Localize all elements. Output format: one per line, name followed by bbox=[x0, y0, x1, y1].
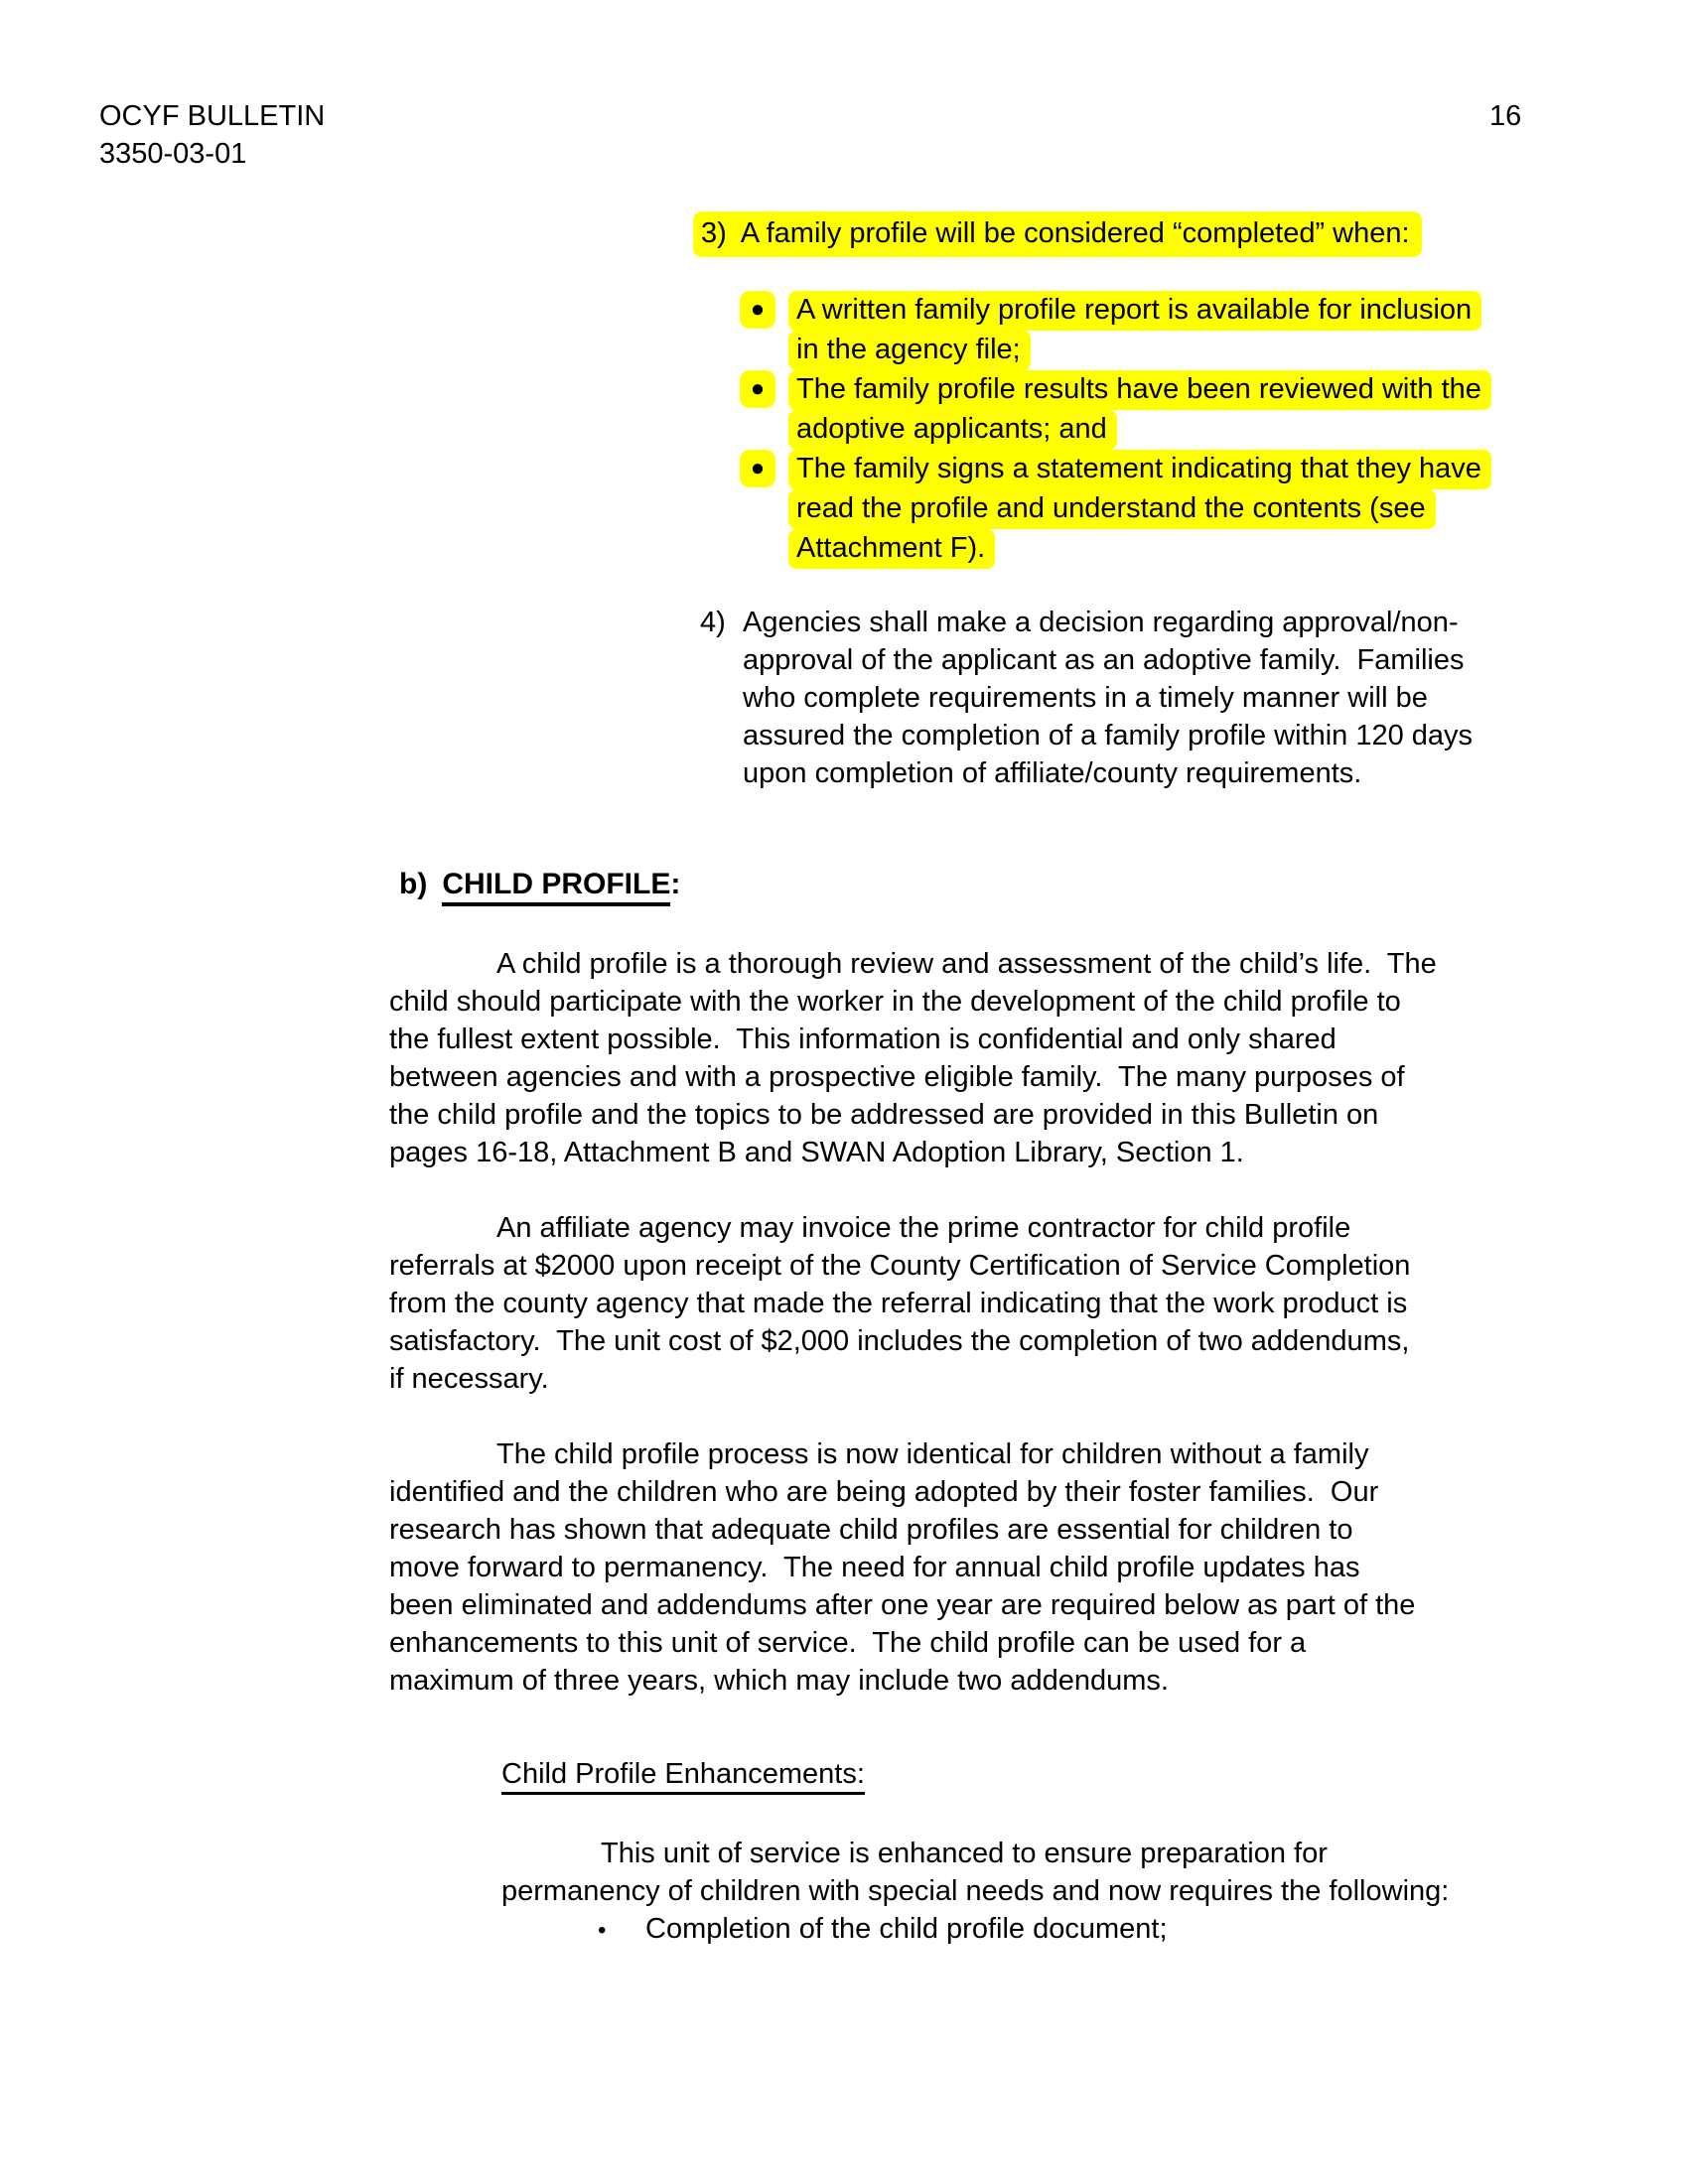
paragraph-line: enhancements to this unit of service. The child profile can be used for a bbox=[389, 1627, 1307, 1659]
bullet-line: The family profile results have been reviewed with the bbox=[788, 370, 1491, 410]
paragraph-line: permanency of children with special needs and now requires the following: bbox=[501, 1875, 1450, 1907]
paragraph-line: identified and the children who are being adopted by their foster families. Our bbox=[389, 1476, 1379, 1508]
list-item-4 bbox=[743, 604, 1473, 792]
paragraph-line: between agencies and with a prospective eligible family. The many purposes of bbox=[389, 1061, 1405, 1093]
paragraph-line: A child profile is a thorough review and assessment of the child’s life. The bbox=[496, 948, 1437, 980]
enhancements-paragraph bbox=[501, 1835, 1449, 1910]
bullet-line: adoptive applicants; and bbox=[788, 410, 1117, 450]
paragraph-line: satisfactory. The unit cost of $2,000 includes the completion of two addendums, bbox=[389, 1325, 1410, 1357]
paragraph-child-profile-intro bbox=[389, 945, 1437, 1171]
bullet-line: in the agency file; bbox=[788, 331, 1031, 370]
paragraph-process bbox=[389, 1435, 1415, 1700]
paragraph-line: research has shown that adequate child profiles are essential for children to bbox=[389, 1514, 1353, 1546]
bullet-line: Attachment F). bbox=[788, 529, 995, 569]
item-4-line: upon completion of affiliate/county requirements. bbox=[743, 757, 1362, 789]
paragraph-line: The child profile process is now identical for children without a family bbox=[496, 1438, 1369, 1470]
bulletin-number: 3350-03-01 bbox=[99, 138, 247, 170]
paragraph-line: the fullest extent possible. This information is confidential and only shared bbox=[389, 1024, 1336, 1055]
bullet-icon: • bbox=[598, 1917, 607, 1944]
item-3-text: A family profile will be considered “completed” when: bbox=[740, 217, 1410, 249]
enhancements-heading: Child Profile Enhancements: bbox=[501, 1755, 865, 1793]
bullet-icon: ● bbox=[740, 450, 775, 487]
bullet-line: The family signs a statement indicating that they have bbox=[788, 450, 1491, 489]
page-number: 16 bbox=[1489, 100, 1522, 132]
paragraph-line: from the county agency that made the referral indicating that the work product is bbox=[389, 1288, 1408, 1319]
item-4-line: who complete requirements in a timely manner will be bbox=[743, 682, 1428, 714]
section-b-heading bbox=[399, 866, 680, 903]
paragraph-line: pages 16-18, Attachment B and SWAN Adoption Library, Section 1. bbox=[389, 1137, 1244, 1168]
paragraph-line: been eliminated and addendums after one year are required below as part of the bbox=[389, 1589, 1416, 1621]
item-3-marker: 3) bbox=[701, 217, 727, 249]
bullet-icon: ● bbox=[740, 291, 775, 329]
paragraph-line: move forward to permanency. The need for annual child profile updates has bbox=[389, 1552, 1360, 1583]
paragraph-line: the child profile and the topics to be addressed are provided in this Bulletin on bbox=[389, 1099, 1379, 1131]
bullet-text: Completion of the child profile document; bbox=[645, 1913, 1168, 1945]
section-b-title: CHILD PROFILE bbox=[442, 868, 670, 906]
item-4-line: assured the completion of a family profile within 120 days bbox=[743, 720, 1474, 751]
page-header bbox=[99, 97, 325, 173]
bullet-icon: ● bbox=[740, 370, 775, 408]
highlighted-line bbox=[693, 211, 1422, 257]
paragraph-invoice bbox=[389, 1209, 1410, 1398]
bullet-item bbox=[740, 370, 1491, 450]
paragraph-line: referrals at $2000 upon receipt of the County Certification of Service Completion bbox=[389, 1250, 1411, 1282]
enhancements-bullet-item bbox=[598, 1910, 1168, 1950]
section-b-marker: b) bbox=[399, 868, 428, 900]
paragraph-line: maximum of three years, which may include two addendums. bbox=[389, 1665, 1169, 1697]
bullet-line: A written family profile report is available for inclusion bbox=[788, 291, 1481, 331]
item-4-line: approval of the applicant as an adoptive family. Families bbox=[743, 644, 1465, 676]
item-4-marker: 4) bbox=[700, 607, 726, 638]
bulletin-title: OCYF BULLETIN bbox=[99, 100, 326, 132]
bullet-item bbox=[740, 291, 1491, 370]
paragraph-line: An affiliate agency may invoice the prime contractor for child profile bbox=[496, 1212, 1351, 1244]
list-item-3 bbox=[693, 211, 1422, 257]
highlighted-bullet-list bbox=[740, 291, 1491, 569]
bullet-item bbox=[740, 450, 1491, 569]
paragraph-line: child should participate with the worker in the development of the child profile to bbox=[389, 986, 1401, 1018]
section-b-colon: : bbox=[670, 868, 681, 900]
item-4-line: Agencies shall make a decision regarding approval/non- bbox=[743, 607, 1459, 638]
paragraph-line: This unit of service is enhanced to ensure preparation for bbox=[601, 1838, 1328, 1869]
paragraph-line: if necessary. bbox=[389, 1363, 549, 1395]
bullet-line: read the profile and understand the contents (see bbox=[788, 489, 1436, 529]
